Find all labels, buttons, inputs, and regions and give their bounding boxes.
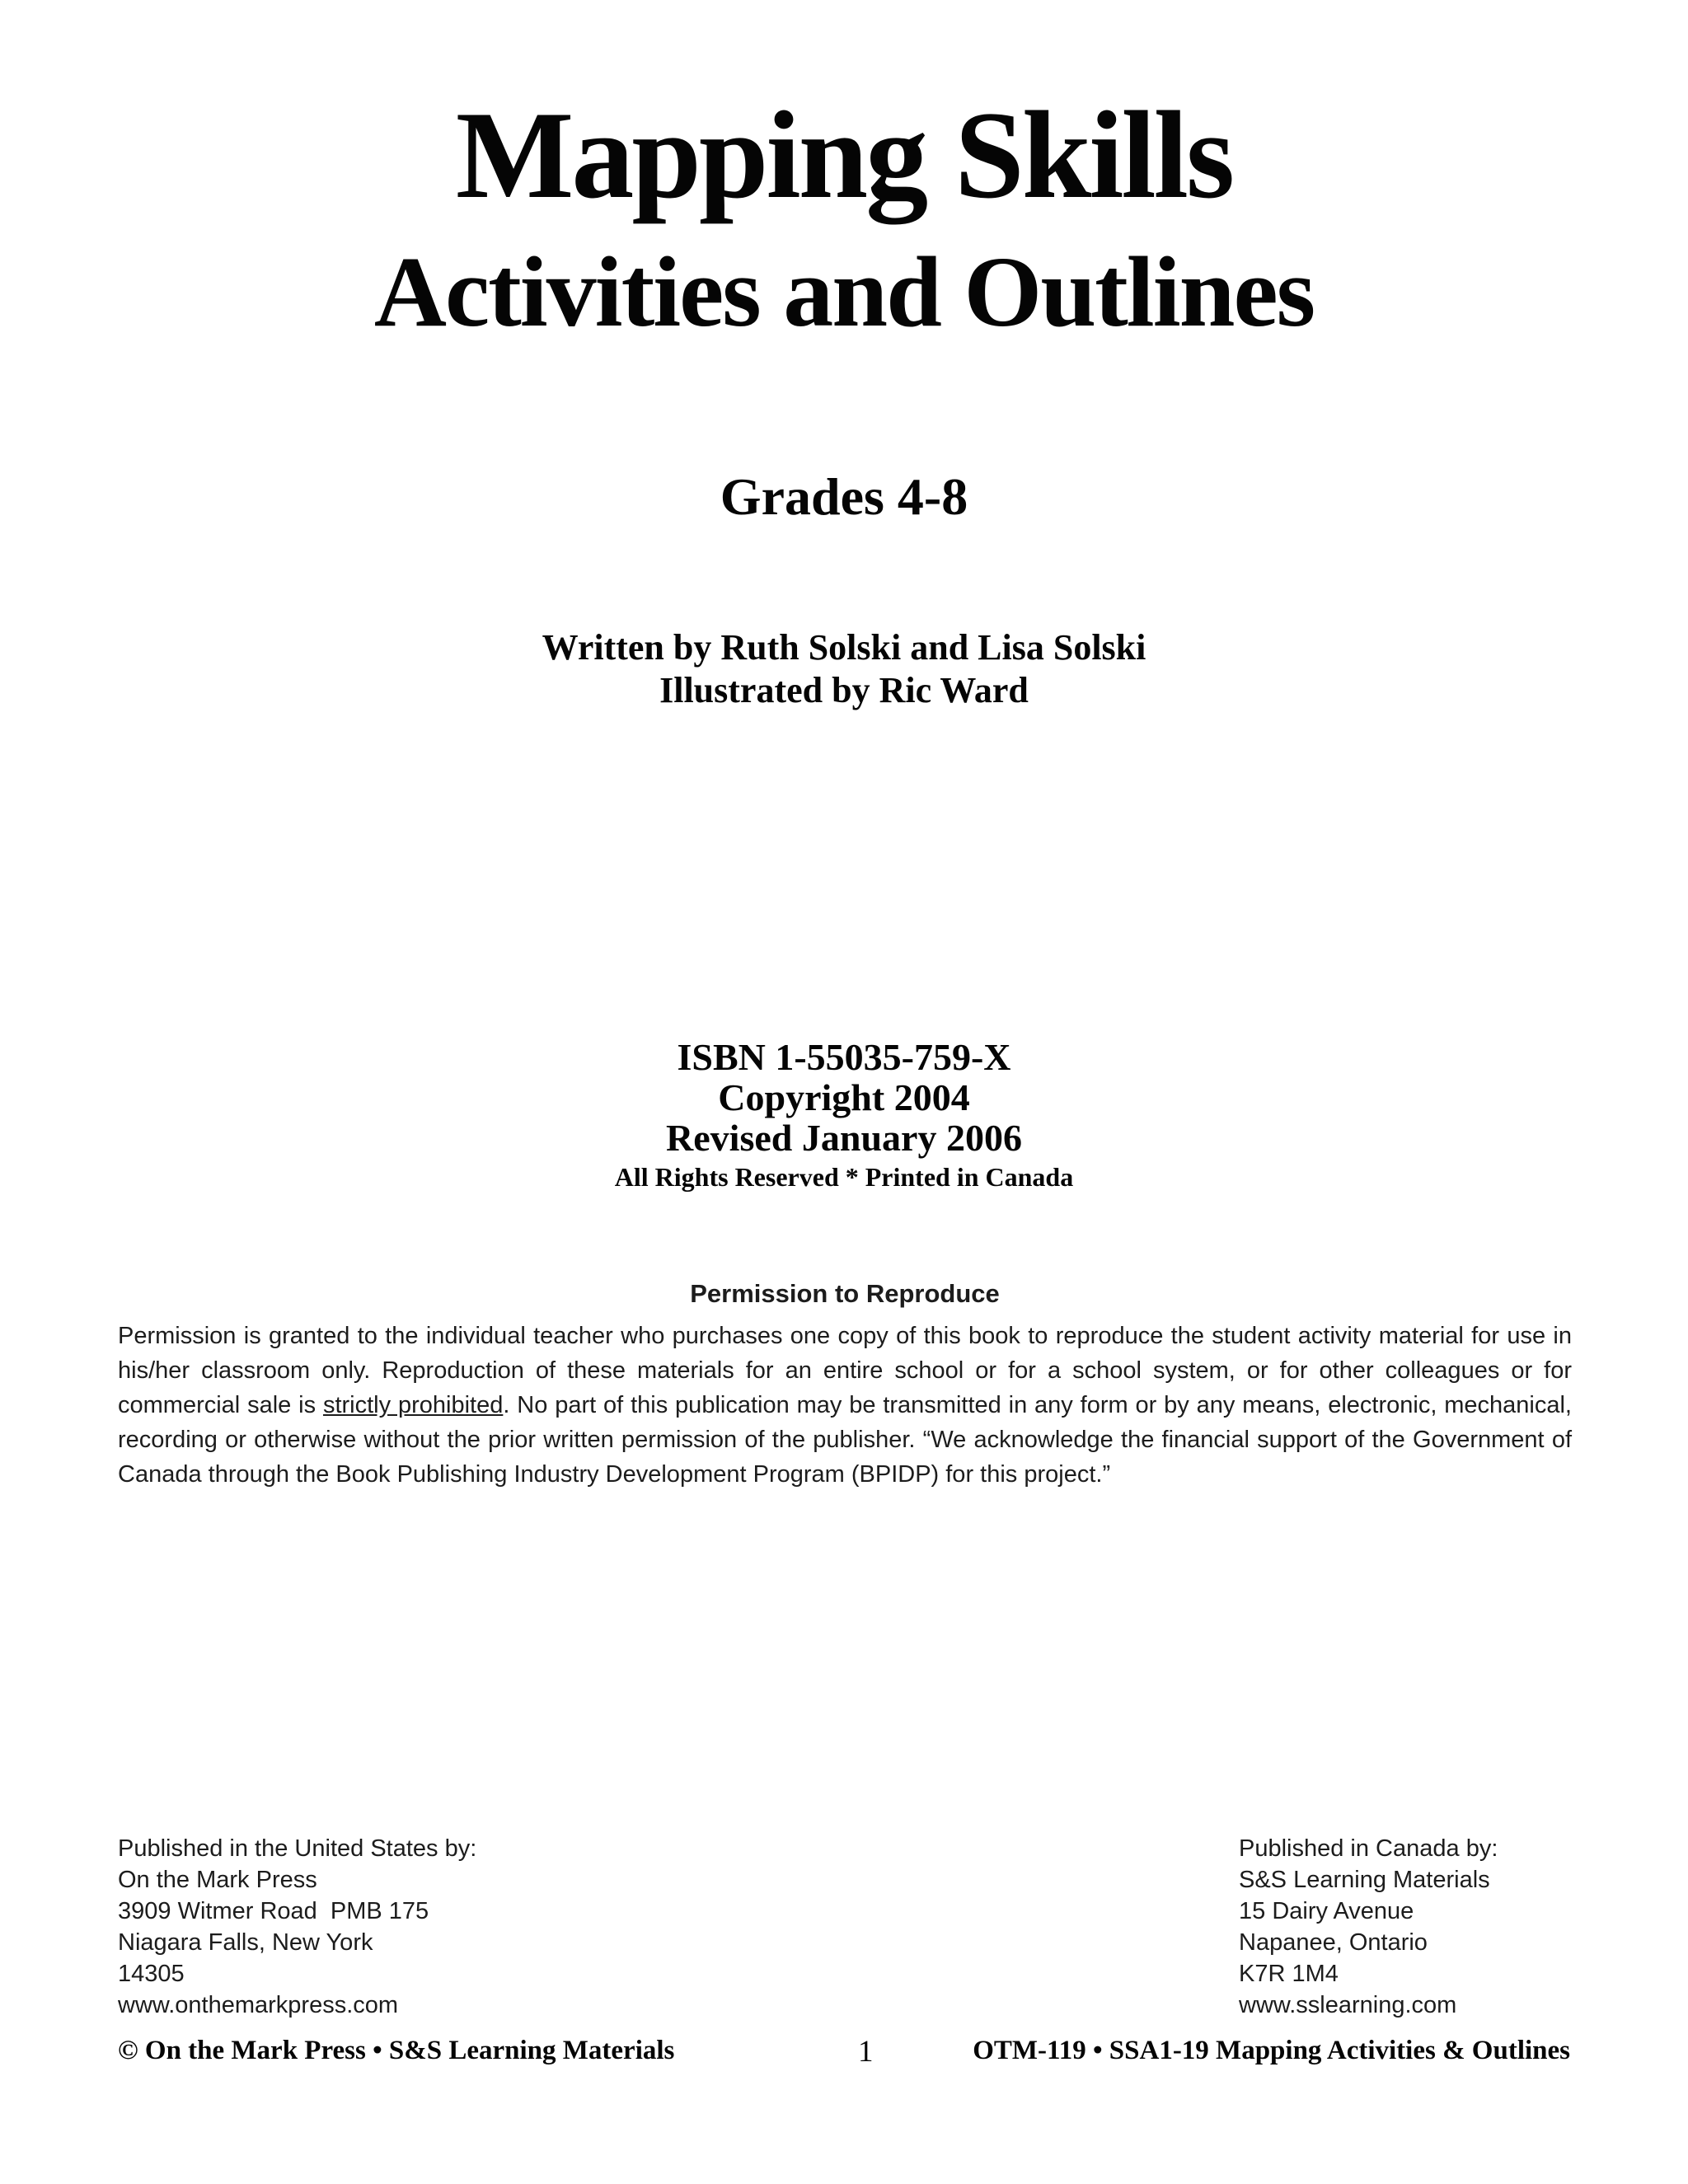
permission-underlined-phrase: strictly prohibited bbox=[322, 1392, 504, 1418]
publisher-us-zip: 14305 bbox=[118, 1961, 185, 1987]
publisher-us-heading: Published in the United States by: bbox=[118, 1835, 477, 1862]
publisher-us-name: On the Mark Press bbox=[118, 1867, 317, 1893]
publisher-canada-block bbox=[1239, 1833, 1498, 2021]
publisher-ca-street: 15 Dairy Avenue bbox=[1239, 1898, 1414, 1924]
permission-text-before: Permission is granted to the individual teacher who purchases one copy of this book to reproduce the student activity material for use in his/her classroom only. Reproduction of these materials for an entire school or for a school system, or for other colleagues or for commercial sale is bbox=[118, 1323, 1572, 1418]
publisher-ca-heading: Published in Canada by: bbox=[1239, 1835, 1498, 1862]
publisher-us-website: www.onthemarkpress.com bbox=[118, 1992, 399, 2018]
publisher-ca-city: Napanee, Ontario bbox=[1239, 1929, 1428, 1956]
book-title-line2: Activities and Outlines bbox=[373, 237, 1315, 348]
grade-level: Grades 4-8 bbox=[720, 467, 968, 526]
edition-block bbox=[0, 1037, 1688, 1196]
publisher-ca-postal: K7R 1M4 bbox=[1239, 1961, 1339, 1987]
footer-copyright: © On the Mark Press • S&S Learning Materials bbox=[118, 2036, 675, 2065]
rights-notice: All Rights Reserved * Printed in Canada bbox=[614, 1162, 1074, 1192]
permission-paragraph bbox=[118, 1319, 1572, 1492]
permission-text-after: . No part of this publication may be transmitted in any form or by any means, electronic, mechanical, recording or otherwise without the prior written permission of the publisher. “We acknowledge the financial support of the Government of Canada through the Book Publishing Industry Development Program (BPIDP) for this project.” bbox=[118, 1392, 1572, 1488]
publisher-ca-website: www.sslearning.com bbox=[1239, 1992, 1457, 2018]
publisher-us-block bbox=[118, 1833, 476, 2021]
page-number: 1 bbox=[858, 2035, 874, 2069]
illustrated-by-line: Illustrated by Ric Ward bbox=[659, 670, 1029, 710]
copyright-line: Copyright 2004 bbox=[718, 1076, 970, 1118]
page-footer bbox=[118, 2036, 1570, 2085]
credits-block bbox=[0, 626, 1688, 712]
publisher-us-street: 3909 Witmer Road PMB 175 bbox=[118, 1898, 429, 1924]
publisher-us-city: Niagara Falls, New York bbox=[118, 1929, 373, 1956]
revised-line: Revised January 2006 bbox=[666, 1117, 1022, 1159]
publisher-ca-name: S&S Learning Materials bbox=[1239, 1867, 1490, 1893]
permission-heading: Permission to Reproduce bbox=[690, 1279, 1000, 1308]
isbn-line: ISBN 1-55035-759-X bbox=[677, 1036, 1011, 1078]
footer-product-code: OTM-119 • SSA1-19 Mapping Activities & Outlines bbox=[973, 2036, 1570, 2065]
written-by-line: Written by Ruth Solski and Lisa Solski bbox=[542, 627, 1146, 668]
permission-section bbox=[118, 1279, 1572, 1492]
title-block bbox=[0, 86, 1688, 348]
book-title-line1: Mapping Skills bbox=[455, 86, 1233, 224]
